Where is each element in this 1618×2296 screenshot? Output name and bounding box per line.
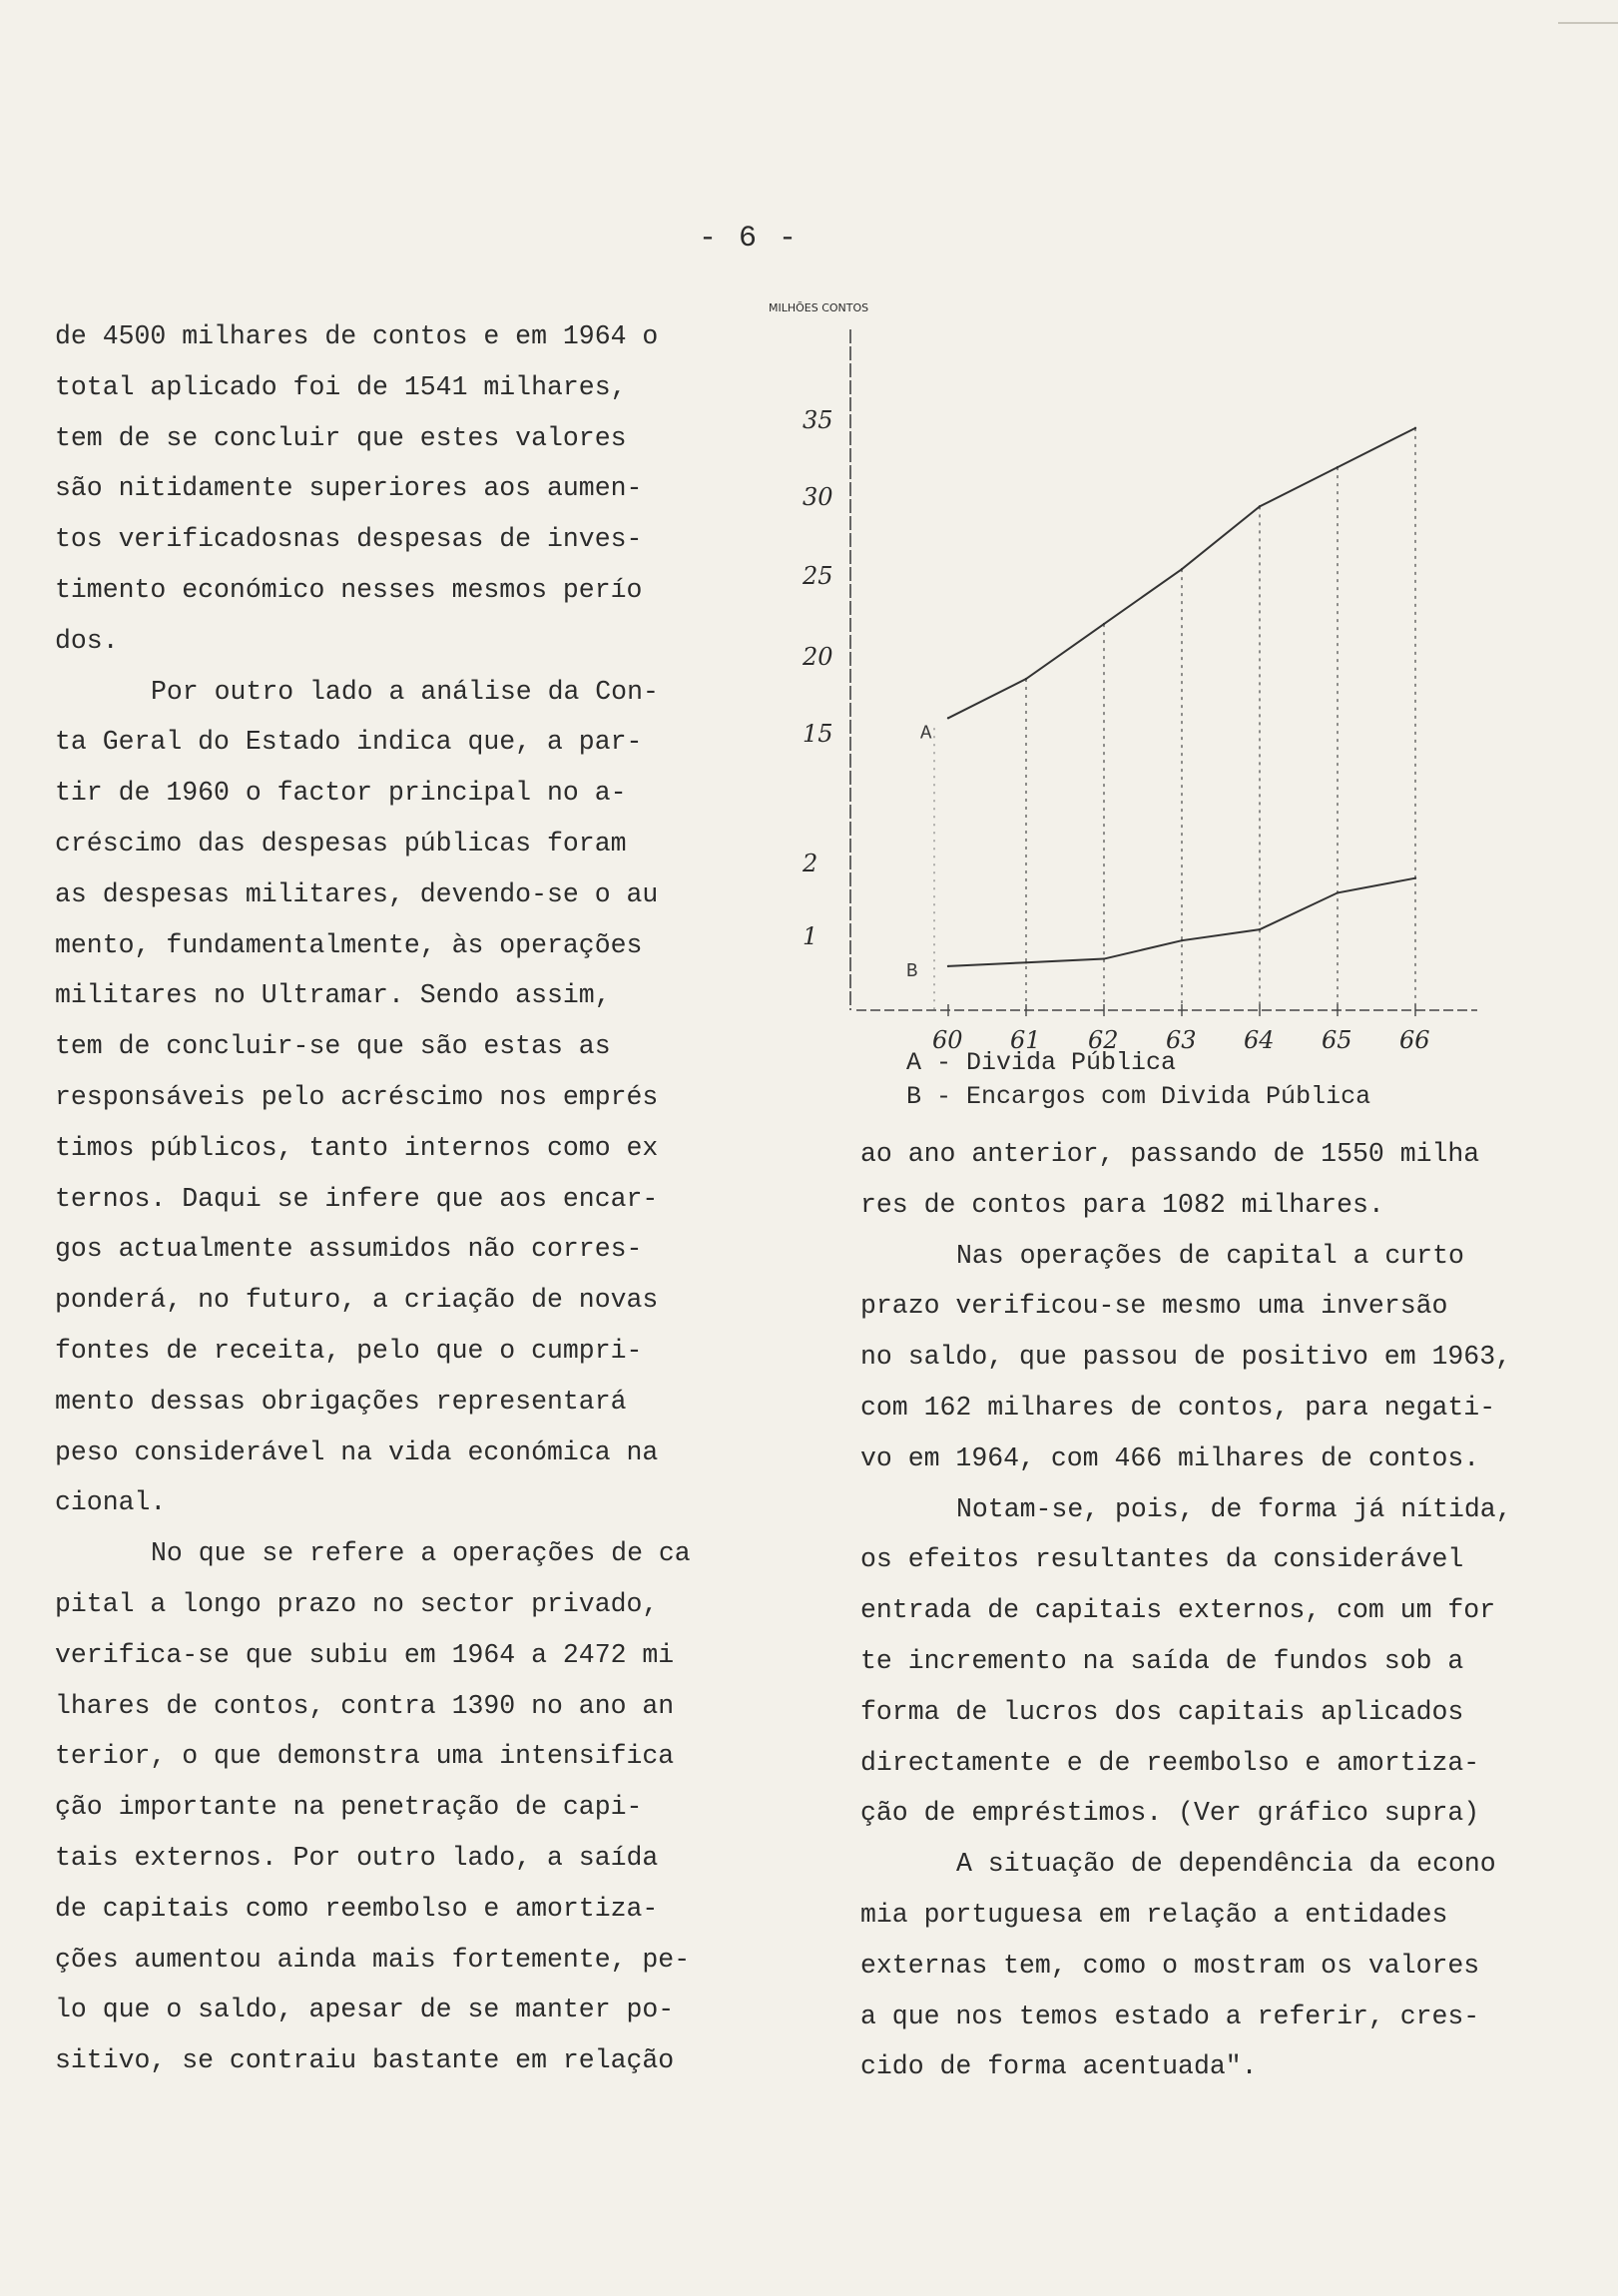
text-line: responsáveis pelo acréscimo nos emprés — [55, 1081, 659, 1112]
y-tick-label: 25 — [803, 562, 833, 590]
text-line: externas tem, como o mostram os valores — [860, 1950, 1480, 1981]
text-line: cido de forma acentuada". — [860, 2051, 1258, 2082]
text-line: directamente e de reembolso e amortiza- — [860, 1747, 1480, 1778]
text-line: No que se refere a operações de ca — [151, 1538, 691, 1569]
text-line: com 162 milhares de contos, para negati- — [860, 1392, 1496, 1423]
series-b-point — [1414, 877, 1416, 879]
series-b-point — [1103, 957, 1105, 959]
x-tick-label: 62 — [1088, 1026, 1119, 1054]
y-tick-label: 20 — [803, 643, 833, 671]
text-line: cional. — [55, 1487, 167, 1518]
text-line: a que nos temos estado a referir, cres- — [860, 2001, 1480, 2031]
text-line: prazo verificou-se mesmo uma inversão — [860, 1291, 1448, 1322]
text-line: mia portuguesa em relação a entidades — [860, 1899, 1448, 1930]
text-line: ção de empréstimos. (Ver gráfico supra) — [860, 1798, 1480, 1829]
series-a-point — [1103, 623, 1105, 625]
text-line: A situação de dependência da econo — [956, 1849, 1496, 1880]
text-line: entrada de capitais externos, com um for — [860, 1595, 1496, 1626]
text-line: forma de lucros dos capitais aplicados — [860, 1696, 1464, 1727]
x-tick-label: 66 — [1399, 1026, 1430, 1054]
page-number: - 6 - — [699, 222, 800, 256]
y-tick-label: 2 — [803, 850, 818, 877]
series-b-label: B — [906, 959, 918, 982]
series-a-point — [1259, 505, 1261, 507]
text-line: res de contos para 1082 milhares. — [860, 1189, 1384, 1220]
text-line: no saldo, que passou de positivo em 1963, — [860, 1342, 1512, 1373]
text-line: ções aumentou ainda mais fortemente, pe- — [55, 1944, 691, 1975]
text-line: lo que o saldo, apesar de se manter po- — [55, 1995, 675, 2025]
text-line: ção importante na penetração de capi- — [55, 1792, 643, 1823]
y-tick-label: 35 — [803, 406, 833, 434]
text-line: mento, fundamentalmente, às operações — [55, 929, 643, 960]
text-line: total aplicado foi de 1541 milhares, — [55, 371, 627, 402]
text-line: Notam-se, pois, de forma já nítida, — [956, 1493, 1512, 1524]
chart-legend — [906, 1046, 1370, 1114]
y-unit-label: MILHÕES CONTOS — [769, 301, 869, 314]
text-line: tem de se concluir que estes valores — [55, 422, 627, 453]
series-b-point — [947, 965, 949, 967]
text-line: terior, o que demonstra uma intensifica — [55, 1741, 675, 1772]
text-line: de capitais como reembolso e amortiza- — [55, 1893, 659, 1924]
text-line: Por outro lado a análise da Con- — [151, 676, 659, 707]
text-line: de 4500 milhares de contos e em 1964 o — [55, 321, 659, 351]
series-b-point — [1259, 928, 1261, 930]
text-line: ta Geral do Estado indica que, a par- — [55, 727, 643, 758]
x-tick-label: 64 — [1244, 1026, 1275, 1054]
text-line: fontes de receita, pelo que o cumpri- — [55, 1335, 643, 1366]
text-line: tos verificadosnas despesas de inves- — [55, 524, 643, 555]
y-tick-label: 30 — [803, 483, 833, 511]
legend-entry-a: A - Divida Pública — [906, 1048, 1177, 1077]
text-line: os efeitos resultantes da considerável — [860, 1544, 1464, 1575]
series-a-point — [1337, 466, 1339, 468]
text-line: ponderá, no futuro, a criação de novas — [55, 1285, 659, 1316]
chart — [739, 289, 1517, 1111]
series-a-label: A — [920, 722, 932, 745]
text-line: timos públicos, tanto internos como ex — [55, 1132, 659, 1163]
y-tick-label: 15 — [803, 720, 833, 748]
chart-svg — [739, 289, 1517, 1098]
text-line: gos actualmente assumidos não corres- — [55, 1234, 643, 1265]
x-tick-label: 61 — [1010, 1026, 1041, 1054]
series-a-point — [1414, 427, 1416, 429]
y-tick-label: 1 — [803, 922, 818, 950]
series-b-point — [1337, 891, 1339, 893]
x-tick-label: 60 — [932, 1026, 963, 1054]
text-line: tem de concluir-se que são estas as — [55, 1031, 611, 1062]
text-line: te incremento na saída de fundos sob a — [860, 1645, 1464, 1676]
text-line: as despesas militares, devendo-se o au — [55, 878, 659, 909]
text-line: vo em 1964, com 466 milhares de contos. — [860, 1442, 1480, 1473]
series-a-point — [1181, 568, 1183, 570]
text-line: peso considerável na vida económica na — [55, 1436, 659, 1467]
text-line: Nas operações de capital a curto — [956, 1240, 1464, 1271]
series-a-point — [947, 717, 949, 719]
text-line: ternos. Daqui se infere que aos encar- — [55, 1183, 659, 1214]
text-line: pital a longo prazo no sector privado, — [55, 1588, 659, 1619]
text-line: ao ano anterior, passando de 1550 milha — [860, 1139, 1480, 1169]
left-text-column — [55, 311, 754, 2086]
text-line: são nitidamente superiores aos aumen- — [55, 473, 643, 504]
series-b-point — [1025, 961, 1027, 963]
text-line: sitivo, se contraiu bastante em relação — [55, 2045, 675, 2076]
text-line: lhares de contos, contra 1390 no ano an — [55, 1690, 675, 1721]
text-line: verifica-se que subiu em 1964 a 2472 mi — [55, 1639, 675, 1670]
series-a-point — [1025, 678, 1027, 680]
legend-entry-b: B - Encargos com Divida Pública — [906, 1082, 1371, 1111]
text-line: timento económico nesses mesmos perío — [55, 574, 643, 605]
text-line: créscimo das despesas públicas foram — [55, 828, 627, 859]
text-line: mento dessas obrigações representará — [55, 1386, 627, 1417]
text-line: tais externos. Por outro lado, a saída — [55, 1842, 659, 1873]
text-line: dos. — [55, 625, 119, 656]
text-line: militares no Ultramar. Sendo assim, — [55, 980, 611, 1011]
x-tick-label: 63 — [1166, 1026, 1197, 1054]
scan-edge-mark — [1558, 0, 1618, 24]
right-text-column — [860, 1129, 1539, 2092]
text-line: tir de 1960 o factor principal no a- — [55, 778, 627, 809]
series-b-point — [1181, 939, 1183, 941]
x-tick-label: 65 — [1322, 1026, 1352, 1054]
